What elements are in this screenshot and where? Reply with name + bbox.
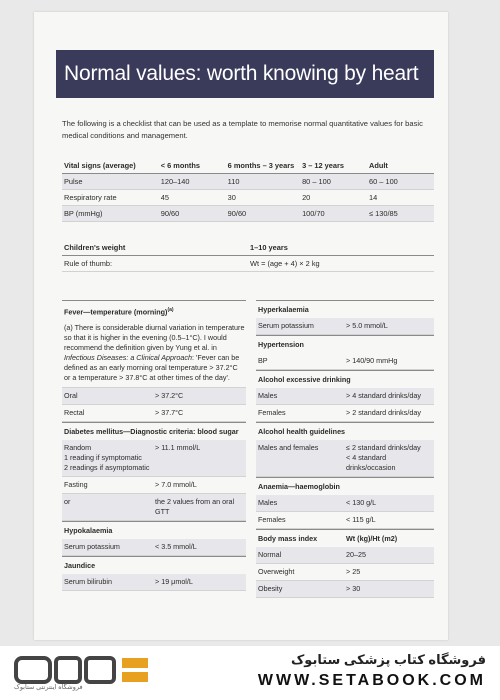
row-label: Females (258, 408, 286, 417)
row-value: > 7.0 mmol/L (155, 480, 197, 490)
fever-note-italic: Infectious Diseases: a Clinical Approach (64, 353, 192, 363)
row-value: > 25 (346, 567, 361, 576)
row-label: BP (258, 356, 268, 365)
section-heading: Jaundice (62, 556, 246, 574)
table-row (62, 256, 434, 272)
table-header-row (62, 240, 434, 256)
table-header: 3 – 12 years (300, 158, 367, 174)
table-header: Children's weight (62, 240, 248, 256)
table-row (256, 318, 434, 335)
table-row (62, 440, 246, 477)
row-label: Males (258, 498, 278, 507)
left-column (62, 300, 246, 591)
table-header: 1–10 years (248, 240, 434, 256)
childrens-weight-table (62, 240, 434, 272)
random-note: 2 readings if asymptomatic (64, 463, 150, 473)
table-cell: 90/60 (226, 206, 300, 222)
row-value: > 37.7°C (155, 408, 184, 418)
table-row (62, 539, 246, 556)
bmi-title: Body mass index (258, 534, 318, 543)
section-heading: Hypokalaemia (62, 521, 246, 539)
section-heading: Anaemia—haemoglobin (256, 477, 434, 495)
section-heading: Diabetes mellitus—Diagnostic criteria: blood sugar (62, 422, 246, 440)
table-cell: 100/70 (300, 206, 367, 222)
row-value: > 19 μmol/L (155, 577, 193, 587)
table-row (256, 512, 434, 529)
row-value: < 3.5 mmol/L (155, 542, 197, 552)
bmi-unit: Wt (kg)/Ht (m2) (346, 534, 398, 543)
fever-note (62, 320, 246, 388)
fever-note-b: : 'Fever can be defined as an early morning oral temperature > 37.2°C or a temperature > 37.8°C at other times of the day'. (64, 353, 240, 383)
row-value: > 30 (346, 584, 361, 593)
table-cell: BP (mmHg) (62, 206, 159, 222)
table-cell: Pulse (62, 174, 159, 190)
table-cell: Respiratory rate (62, 190, 159, 206)
table-row (256, 440, 434, 477)
table-cell: 60 – 100 (367, 174, 434, 190)
table-row (62, 477, 246, 494)
row-label: Overweight (258, 567, 295, 576)
row-label (64, 443, 155, 473)
watermark-footer (0, 646, 500, 700)
table-cell: 110 (226, 174, 300, 190)
row-value: > 2 standard drinks/day (346, 408, 421, 417)
right-column (256, 300, 434, 598)
table-cell: 30 (226, 190, 300, 206)
row-label: Obesity (258, 584, 283, 593)
table-cell: 20 (300, 190, 367, 206)
row-value: the 2 values from an oral GTT (155, 497, 235, 517)
row-value: < 115 g/L (346, 515, 376, 524)
table-cell: 14 (367, 190, 434, 206)
table-row (62, 174, 434, 190)
logo-tagline: فروشگاه اینترنتی ستابوک (14, 684, 83, 691)
row-label: Serum potassium (258, 321, 314, 330)
row-label: Rectal (64, 408, 85, 418)
table-cell: Rule of thumb: (62, 256, 248, 272)
table-row (62, 190, 434, 206)
table-cell: 45 (159, 190, 226, 206)
table-row (62, 388, 246, 405)
row-value: > 5.0 mmol/L (346, 321, 388, 330)
section-heading: Alcohol excessive drinking (256, 370, 434, 388)
row-label: Fasting (64, 480, 88, 490)
intro-text: The following is a checklist that can be used as a template to memorise normal quantitative values for basic medical conditions and management. (62, 119, 423, 140)
table-header: Vital signs (average) (62, 158, 159, 174)
fever-title: Fever—temperature (morning) (64, 307, 168, 317)
table-cell: ≤ 130/85 (367, 206, 434, 222)
row-value: > 4 standard drinks/day (346, 391, 421, 400)
row-value: > 37.2°C (155, 391, 184, 401)
fever-note-a: (a) There is considerable diurnal variation in temperature so that it is higher in the evening (0.5–1°C). I would recommend the definition given by Yung et al. in (64, 323, 245, 353)
table-cell: 80 – 100 (300, 174, 367, 190)
row-label: Normal (258, 550, 282, 559)
row-label: Oral (64, 391, 78, 401)
row-label: Males (258, 391, 278, 400)
row-label: Males and females (258, 443, 319, 452)
random-label: Random (64, 443, 92, 453)
table-row (62, 206, 434, 222)
table-row (256, 353, 434, 370)
row-label: or (64, 497, 71, 507)
table-row (62, 494, 246, 521)
table-header-row (62, 158, 434, 174)
table-row (256, 564, 434, 581)
footnote-marker: (a) (167, 307, 174, 313)
table-row (256, 495, 434, 512)
row-value: < 130 g/L (346, 498, 377, 507)
random-note: 1 reading if symptomatic (64, 453, 142, 463)
vital-signs-table (62, 158, 434, 222)
table-row (256, 581, 434, 598)
row-label: Females (258, 515, 286, 524)
table-header: < 6 months (159, 158, 226, 174)
table-row (62, 405, 246, 422)
section-heading (62, 300, 246, 320)
row-value-line: ≤ 2 standard drinks/day (346, 443, 421, 452)
shop-url[interactable]: WWW.SETABOOK.COM (257, 672, 486, 689)
row-value-line: < 4 standard drinks/occasion (346, 453, 396, 472)
table-row (256, 388, 434, 405)
table-cell: 90/60 (159, 206, 226, 222)
book-page (34, 12, 448, 640)
section-heading (256, 529, 434, 547)
row-value: 20–25 (346, 550, 366, 559)
row-label: Serum potassium (64, 542, 120, 552)
section-heading: Hypertension (256, 335, 434, 353)
row-label: Serum bilirubin (64, 577, 112, 587)
table-row (256, 547, 434, 564)
section-heading: Hyperkalaemia (256, 300, 434, 318)
table-row (256, 405, 434, 422)
row-value (346, 443, 434, 473)
table-header: Adult (367, 158, 434, 174)
table-cell: 120–140 (159, 174, 226, 190)
section-heading: Alcohol health guidelines (256, 422, 434, 440)
row-value: > 140/90 mmHg (346, 356, 398, 365)
page-title: Normal values: worth knowing by heart (56, 50, 434, 98)
table-cell: Wt = (age + 4) × 2 kg (248, 256, 434, 272)
table-header: 6 months – 3 years (226, 158, 300, 174)
table-row (62, 574, 246, 591)
row-value: > 11.1 mmol/L (155, 443, 201, 453)
shop-name: فروشگاه کتاب پزشکی ستابوک (290, 652, 486, 667)
